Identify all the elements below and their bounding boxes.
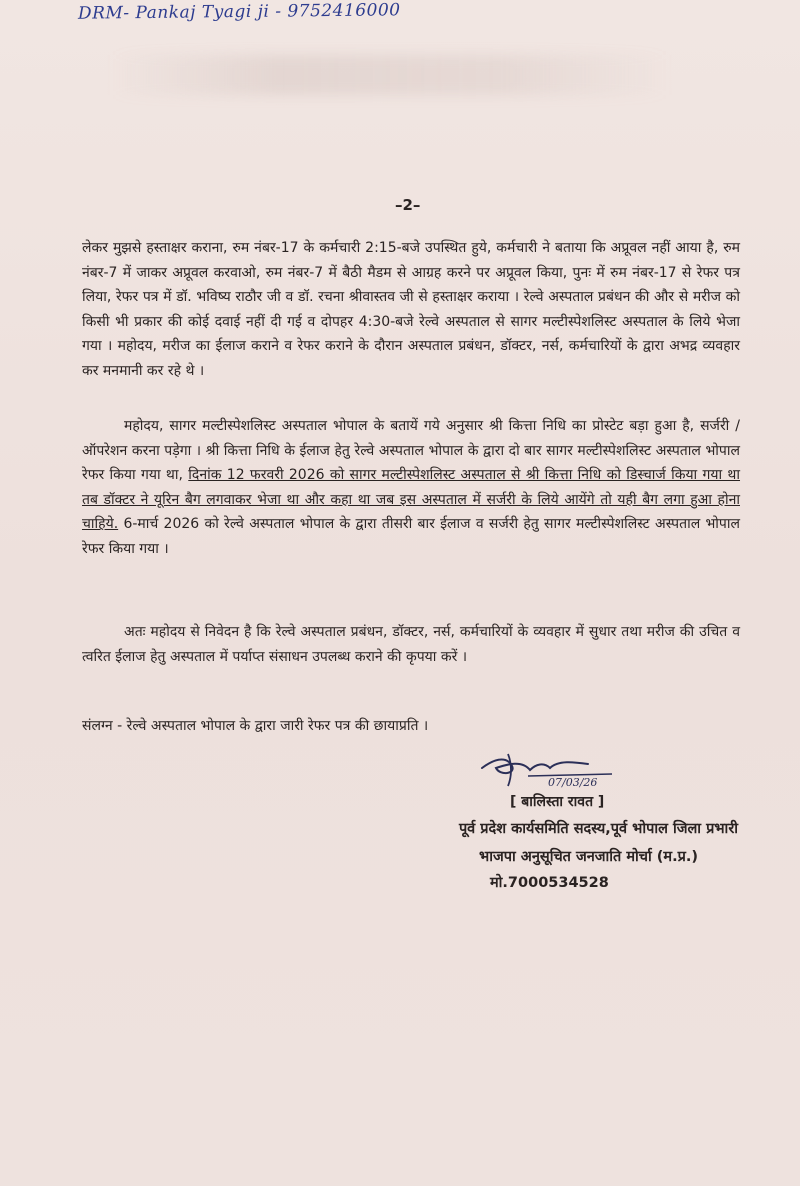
mobile-number: मो.7000534528 — [490, 875, 609, 891]
paragraph-3-text: अतः महोदय से निवेदन है कि रेल्वे अस्पताल प्रबंधन, डॉक्टर, नर्स, कर्मचारियों के व्यवहार में सुधार तथा मरीज की उचित व त्वरित ईलाज हेतु अस्पताल में पर्याप्त संसाधन उपलब्ध कराने की कृपया करें । — [82, 624, 740, 665]
paragraph-3 — [82, 620, 740, 669]
designation-line-1: पूर्व प्रदेश कार्यसमिति सदस्य,पूर्व भोपाल जिला प्रभारी — [458, 821, 738, 837]
signature-date: 07/03/26 — [548, 776, 598, 789]
paragraph-2-end: 6-मार्च 2026 को रेल्वे अस्पताल भोपाल के द्वारा तीसरी बार ईलाज व सर्जरी हेतु सागर मल्टीस्पेशलिस्ट अस्पताल भोपाल रेफर किया गया । — [82, 516, 740, 557]
paragraph-1: लेकर मुझसे हस्ताक्षर कराना, रुम नंबर-17 के कर्मचारी 2:15-बजे उपस्थित हुये, कर्मचारी ने बताया कि अप्रूवल नहीं आया है, रुम नंबर-7 में जाकर अप्रूवल करवाओ, रुम नंबर-7 में बैठी मैडम से आग्रह करने पर अप्रूवल किया, पुनः में रुम नंबर-17 से रेफर पत्र लिया, रेफर पत्र में डॉ. भविष्य राठौर जी व डॉ. रचना श्रीवास्तव जी से हस्ताक्षर कराया । रेल्वे अस्पताल प्रबंधन की और से मरीज को किसी भी प्रकार की कोई दवाई नहीं दी गई व दोपहर 4:30-बजे रेल्वे अस्पताल से सागर मल्टीस्पेशलिस्ट अस्पताल के लिये भेजा गया । महोदय, मरीज का ईलाज कराने व रेफर कराने के दौरान अस्पताल प्रबंधन, डॉक्टर, नर्स, कर्मचारियों के द्वारा अभद्र व्यवहार कर मनमानी कर रहे थे । — [82, 240, 740, 379]
signature-mark — [478, 746, 618, 794]
paragraph-2 — [82, 414, 740, 561]
handwritten-note: DRM- Pankaj Tyagi ji - 9752416000 — [77, 0, 401, 24]
designation-line-2: भाजपा अनुसूचित जनजाति मोर्चा (म.प्र.) — [479, 849, 698, 865]
show-through-text — [110, 55, 670, 95]
attachment-note: संलग्न - रेल्वे अस्पताल भोपाल के द्वारा जारी रेफर पत्र की छायाप्रति । — [82, 718, 429, 734]
paragraph-2-start: महोदय, सागर मल्टीस्पेशलिस्ट अस्पताल भोपाल के बतायें गये अनुसार श्री कित्ता निधि का प्रोस्टेट बड़ा हुआ है, सर्जरी / ऑपरेशन करना पड़ेगा । श्री कित्ता निधि के ईलाज हेतु रेल्वे अस्पताल भोपाल के द्वारा दो बार सागर मल्टीस्पेशलिस्ट अस्पताल भोपाल रेफर किया गया था, — [82, 418, 740, 483]
signatory-name: [ बालिस्ता रावत ] — [510, 794, 605, 810]
paragraph-2-underlined: दिनांक 12 फरवरी 2026 को सागर मल्टीस्पेशलिस्ट अस्पताल से श्री कित्ता निधि को डिस्चार्ज किया गया था तब डॉक्टर ने यूरिन बैग लगवाकर भेजा था और कहा था जब इस अस्पताल में सर्जरी के लिये आयेंगे तो यही बैग लगा हुआ होना चाहिये. — [82, 467, 741, 532]
page-number: –2– — [395, 196, 421, 214]
